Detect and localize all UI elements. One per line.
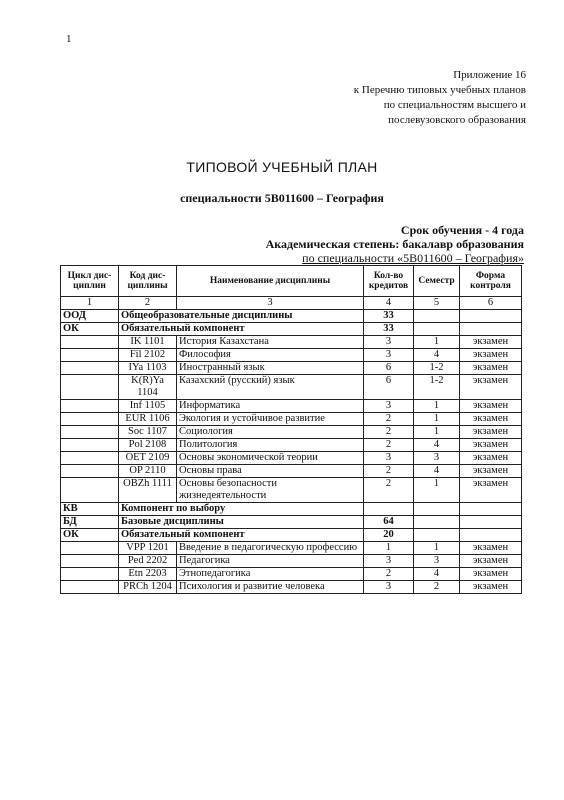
table-group-row: [61, 310, 522, 323]
table-row: [61, 555, 522, 568]
control-cell: [460, 503, 522, 516]
control-cell: экзамен: [460, 555, 522, 568]
header-cycle: Цикл дис-циплин: [61, 266, 119, 297]
appendix-line: к Перечню типовых учебных планов: [353, 84, 526, 96]
credits-cell: 3: [364, 452, 414, 465]
table-row: [61, 362, 522, 375]
code-cell: Inf 1105: [119, 400, 177, 413]
credits-cell: 3: [364, 400, 414, 413]
degree-specialty: по специальности «5В011600 – География»: [302, 251, 524, 265]
credits-cell: 3: [364, 581, 414, 594]
control-cell: экзамен: [460, 375, 522, 400]
control-cell: экзамен: [460, 568, 522, 581]
cycle-cell: [61, 452, 119, 465]
control-cell: экзамен: [460, 336, 522, 349]
code-cell: OP 2110: [119, 465, 177, 478]
control-cell: экзамен: [460, 439, 522, 452]
semester-cell: 1-2: [414, 375, 460, 400]
study-term: Срок обучения - 4 года: [400, 223, 524, 237]
column-number-row: [61, 297, 522, 310]
table-row: [61, 465, 522, 478]
cycle-cell: [61, 568, 119, 581]
column-number: 1: [61, 297, 119, 310]
curriculum-table: [60, 265, 522, 594]
table-row: [61, 478, 522, 503]
code-cell: OET 2109: [119, 452, 177, 465]
cycle-cell: [61, 413, 119, 426]
group-name-cell: Общеобразовательные дисциплины: [119, 310, 364, 323]
column-number: 6: [460, 297, 522, 310]
table-body: [61, 297, 522, 594]
control-cell: экзамен: [460, 349, 522, 362]
code-cell: Etn 2203: [119, 568, 177, 581]
discipline-name-cell: Основы права: [177, 465, 364, 478]
discipline-name-cell: Казахский (русский) язык: [177, 375, 364, 400]
credits-cell: 1: [364, 542, 414, 555]
semester-cell: 2: [414, 581, 460, 594]
code-cell: K(R)Ya 1104: [119, 375, 177, 400]
cycle-cell: [61, 336, 119, 349]
semester-cell: 1-2: [414, 362, 460, 375]
cycle-cell: [61, 349, 119, 362]
group-name-cell: Обязательный компонент: [119, 529, 364, 542]
code-cell: OBZh 1111: [119, 478, 177, 503]
column-number: 3: [177, 297, 364, 310]
credits-cell: [364, 503, 414, 516]
code-cell: EUR 1106: [119, 413, 177, 426]
control-cell: экзамен: [460, 400, 522, 413]
document-subtitle: специальности 5В011600 – География: [180, 191, 384, 205]
semester-cell: 4: [414, 349, 460, 362]
code-cell: Fil 2102: [119, 349, 177, 362]
header-control: Форма контроля: [460, 266, 522, 297]
degree-line: Академическая степень: бакалавр образования: [265, 237, 524, 251]
control-cell: экзамен: [460, 542, 522, 555]
control-cell: экзамен: [460, 362, 522, 375]
cycle-cell: [61, 439, 119, 452]
semester-cell: 3: [414, 452, 460, 465]
credits-cell: 2: [364, 439, 414, 452]
page-number: 1: [66, 33, 72, 45]
table-row: [61, 400, 522, 413]
table-row: [61, 349, 522, 362]
table-group-row: [61, 529, 522, 542]
program-meta: [266, 223, 524, 265]
table-row: [61, 581, 522, 594]
group-name-cell: Базовые дисциплины: [119, 516, 364, 529]
semester-cell: [414, 516, 460, 529]
table-row: [61, 413, 522, 426]
code-cell: Pol 2108: [119, 439, 177, 452]
discipline-name-cell: Политология: [177, 439, 364, 452]
table-row: [61, 542, 522, 555]
code-cell: IK 1101: [119, 336, 177, 349]
column-number: 5: [414, 297, 460, 310]
discipline-name-cell: История Казахстана: [177, 336, 364, 349]
credits-cell: 2: [364, 413, 414, 426]
table-group-row: [61, 516, 522, 529]
discipline-name-cell: Философия: [177, 349, 364, 362]
credits-cell: 3: [364, 336, 414, 349]
semester-cell: 1: [414, 400, 460, 413]
discipline-name-cell: Этнопедагогика: [177, 568, 364, 581]
semester-cell: 1: [414, 478, 460, 503]
discipline-name-cell: Информатика: [177, 400, 364, 413]
semester-cell: 1: [414, 426, 460, 439]
table-group-row: [61, 503, 522, 516]
code-cell: VPP 1201: [119, 542, 177, 555]
table-row: [61, 568, 522, 581]
discipline-name-cell: Психология и развитие человека: [177, 581, 364, 594]
credits-cell: 6: [364, 375, 414, 400]
table-row: [61, 426, 522, 439]
table-row: [61, 439, 522, 452]
credits-cell: 2: [364, 568, 414, 581]
semester-cell: 4: [414, 439, 460, 452]
discipline-name-cell: Основы безопасности жизнедеятельности: [177, 478, 364, 503]
credits-cell: 6: [364, 362, 414, 375]
group-name-cell: Обязательный компонент: [119, 323, 364, 336]
table-row: [61, 452, 522, 465]
cycle-cell: БД: [61, 516, 119, 529]
code-cell: Ped 2202: [119, 555, 177, 568]
table-row: [61, 375, 522, 400]
discipline-name-cell: Основы экономической теории: [177, 452, 364, 465]
discipline-name-cell: Педагогика: [177, 555, 364, 568]
credits-cell: 20: [364, 529, 414, 542]
semester-cell: [414, 529, 460, 542]
semester-cell: 4: [414, 465, 460, 478]
credits-cell: 64: [364, 516, 414, 529]
cycle-cell: [61, 375, 119, 400]
control-cell: [460, 310, 522, 323]
semester-cell: 1: [414, 413, 460, 426]
code-cell: PRCh 1204: [119, 581, 177, 594]
control-cell: [460, 516, 522, 529]
credits-cell: 2: [364, 465, 414, 478]
code-cell: Soc 1107: [119, 426, 177, 439]
cycle-cell: [61, 362, 119, 375]
appendix-line: Приложение 16: [453, 69, 526, 81]
control-cell: [460, 323, 522, 336]
cycle-cell: [61, 426, 119, 439]
cycle-cell: [61, 542, 119, 555]
cycle-cell: [61, 400, 119, 413]
column-number: 4: [364, 297, 414, 310]
credits-cell: 2: [364, 478, 414, 503]
table-group-row: [61, 323, 522, 336]
control-cell: экзамен: [460, 465, 522, 478]
cycle-cell: ОК: [61, 529, 119, 542]
header-credits: Кол-во кредитов: [364, 266, 414, 297]
semester-cell: [414, 323, 460, 336]
column-number: 2: [119, 297, 177, 310]
control-cell: экзамен: [460, 581, 522, 594]
cycle-cell: ОК: [61, 323, 119, 336]
code-cell: IYa 1103: [119, 362, 177, 375]
credits-cell: 2: [364, 426, 414, 439]
table-row: [61, 336, 522, 349]
cycle-cell: [61, 555, 119, 568]
header-code: Код дис-циплины: [119, 266, 177, 297]
cycle-cell: [61, 581, 119, 594]
control-cell: экзамен: [460, 478, 522, 503]
appendix-note: [286, 68, 526, 128]
discipline-name-cell: Экология и устойчивое развитие: [177, 413, 364, 426]
appendix-line: по специальностям высшего и: [383, 99, 526, 111]
semester-cell: 4: [414, 568, 460, 581]
credits-cell: 3: [364, 555, 414, 568]
semester-cell: 1: [414, 542, 460, 555]
control-cell: экзамен: [460, 426, 522, 439]
cycle-cell: КВ: [61, 503, 119, 516]
cycle-cell: [61, 465, 119, 478]
semester-cell: [414, 503, 460, 516]
control-cell: экзамен: [460, 413, 522, 426]
control-cell: экзамен: [460, 452, 522, 465]
credits-cell: 33: [364, 310, 414, 323]
semester-cell: 1: [414, 336, 460, 349]
cycle-cell: [61, 478, 119, 503]
discipline-name-cell: Иностранный язык: [177, 362, 364, 375]
header-semester: Семестр: [414, 266, 460, 297]
cycle-cell: ООД: [61, 310, 119, 323]
discipline-name-cell: Социология: [177, 426, 364, 439]
control-cell: [460, 529, 522, 542]
document-title: ТИПОВОЙ УЧЕБНЫЙ ПЛАН: [186, 159, 378, 175]
semester-cell: [414, 310, 460, 323]
discipline-name-cell: Введение в педагогическую профессию: [177, 542, 364, 555]
semester-cell: 3: [414, 555, 460, 568]
credits-cell: 33: [364, 323, 414, 336]
group-name-cell: Компонент по выбору: [119, 503, 364, 516]
appendix-line: послевузовского образования: [388, 114, 526, 126]
header-name: Наименование дисциплины: [177, 266, 364, 297]
table-header-row: [61, 266, 522, 297]
credits-cell: 3: [364, 349, 414, 362]
